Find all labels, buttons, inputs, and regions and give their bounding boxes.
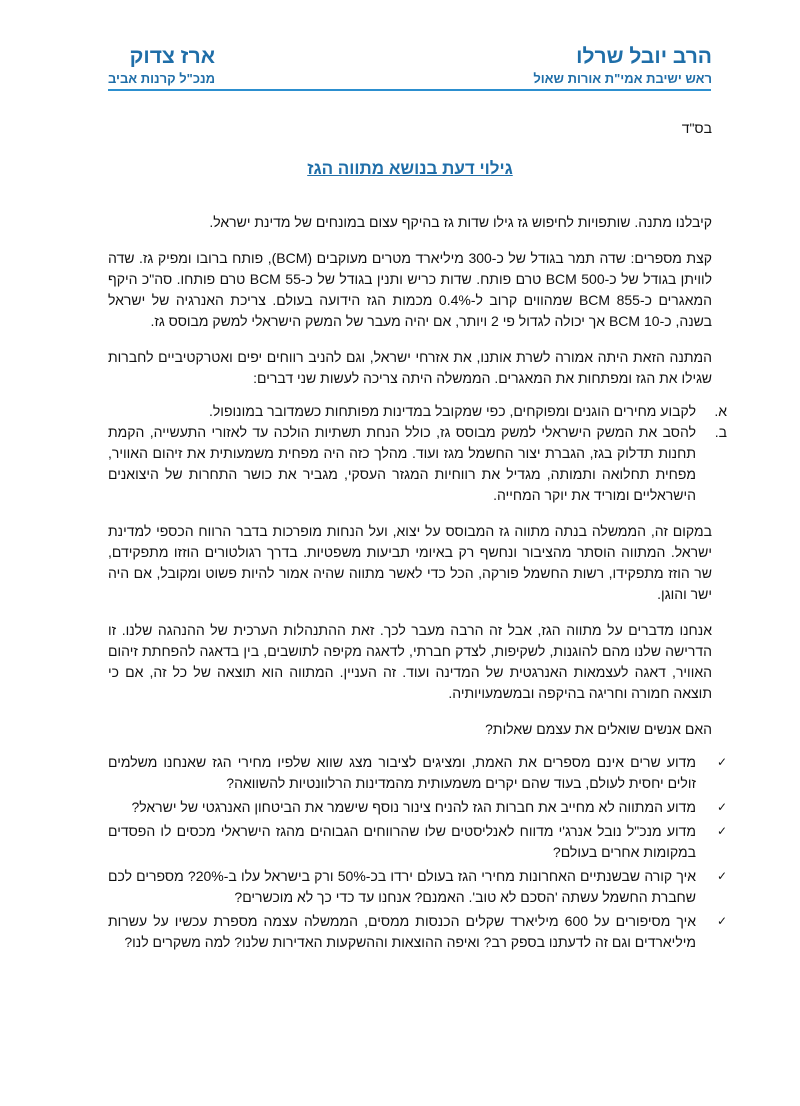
values-paragraph: אנחנו מדברים על מתווה הגז, אבל זה הרבה מעבר לכך. זאת ההתנהלות הערכית של ההנהגה שלנו. זו הדרישה שלנו מהם להוגנות, לשקיפות, לצדק חברתי, לדאגה מקיפה לתושבים, בין בדאגה להפחתת זיהום האוויר, דאגה לעצמאות האנרגטית של המדינה ועוד. זה העניין. המתווה הוא תוצאה של כל זה, אם כי תוצאה חמורה וחריגה בהיקפה ובמשמעויותיה. <box>108 622 712 701</box>
author-name-left: ארז צדוק <box>129 45 216 68</box>
question-item <box>108 797 727 818</box>
author-name-right: הרב יובל שרלו <box>576 45 712 68</box>
list-item-text: להסב את המשק הישראלי למשק מבוסס גז, כולל הנחת תשתיות הולכה עד לאזורי התעשייה, הקמת תחנות תדלוק בגז, הגברת יצור החשמל מגז ועוד. מהלך כזה היה מפחית משמעותית את זיהום האוויר, מפחית תחלואה ותמותה, מגדיל את רווחיות המגזר העסקי, מגביר את כושר התחרות של היצואנים הישראליים ומוריד את יוקר המחייה. <box>108 424 696 503</box>
question-item <box>108 911 727 953</box>
question-item <box>108 821 727 863</box>
checkmark-icon: ✓ <box>716 755 727 769</box>
question-text: מדוע המתווה לא מחייב את חברות הגז להניח צינור נוסף שישמר את הביטחון האנרגטי של ישראל? <box>131 799 696 815</box>
questions-intro: האם אנשים שואלים את עצמם שאלות? <box>485 721 712 737</box>
requirements-list <box>108 401 727 506</box>
questions-list <box>108 752 727 953</box>
numbers-paragraph: קצת מספרים: שדה תמר בגודל של כ-300 מיליארד מטרים מעוקבים (BCM), פותח ברובו ומפיק גז. שדה לוויתן בגודל של כ-500 BCM טרם פותח. שדות כריש ותנין בגודל של כ-55 BCM טרם פותחו. סה"כ היקף המאגרים כ-855 BCM שמהווים קרוב ל-0.4% מכמות הגז הידועה בעולם. צריכת האנרגיה של ישראל בשנה, כ-10 BCM אך יכולה לגדול פי 2 ויותר, אם יהיה מעבר של המשק הישראלי למשק מבוסס גז. <box>108 250 713 329</box>
instead-paragraph: במקום זה, הממשלה בנתה מתווה גז המבוסס על יצוא, ועל הנחות מופרכות בדבר הרווח הכספי למדינת ישראל. המתווה הוסתר מהציבור ונחשף רק באיומי תביעות משפטיות. בדרך רגולטורים הוזזו מתפקידם, שר הוזז מתפקידו, רשות החשמל פורקה, הכל כדי לאשר מתווה שהיה אמור להיות פשוט ומקובל, אם היה ישר והוגן. <box>108 523 712 602</box>
list-item <box>108 401 727 422</box>
header-divider <box>108 89 711 91</box>
question-text: מדוע מנכ"ל נובל אנרג'י מדווח לאנליסטים שלו שהרווחים הגבוהים מהגז הישראלי מכסים לו הפסדים במקומות אחרים בעולם? <box>108 823 696 860</box>
checkmark-icon: ✓ <box>716 800 727 814</box>
document-body <box>108 118 727 953</box>
question-text: איך קורה שבשנתיים האחרונות מחירי הגז בעולם ירדו בכ-50% ורק בישראל עלו ב-20%? מספרים לכם שחברת החשמל עשתה 'הסכם לא טוב'. האמנם? אנחנו עד כדי כך לא מוכשרים? <box>108 868 696 905</box>
question-text: מדוע שרים אינם מספרים את האמת, ומציגים לציבור מצג שווא שלפיו מחירי הגז שאנחנו משלמים זולים יחסית לעולם, בעוד שהם יקרים משמעותית מהמדינות הרלוונטיות להשוואה? <box>108 754 696 791</box>
list-item-text: לקבוע מחירים הוגנים ומפוקחים, כפי שמקובל במדינות מפותחות כשמדובר במונופול. <box>209 403 696 419</box>
checkmark-icon: ✓ <box>716 914 727 928</box>
header-left <box>108 44 215 88</box>
list-marker: א. <box>714 403 727 419</box>
list-item <box>108 422 727 506</box>
intro-paragraph: קיבלנו מתנה. שותפויות לחיפוש גז גילו שדות גז בהיקף עצום במונחים של מדינת ישראל. <box>209 214 712 230</box>
checkmark-icon: ✓ <box>716 869 727 883</box>
checkmark-icon: ✓ <box>716 824 727 838</box>
question-text: איך מסיפורים על 600 מיליארד שקלים הכנסות ממסים, הממשלה עצמה מספרת עכשיו על עשרות מיליארדים וגם זה לדעתנו בספק רב? ואיפה ההוצאות וההשקעות האדירות שלנו? למה משקרים לנו? <box>108 913 696 950</box>
purpose-paragraph: המתנה הזאת היתה אמורה לשרת אותנו, את אזרחי ישראל, וגם להניב רווחים יפים ואטרקטיביים לחברות שגילו את הגז ומפתחות את המאגרים. הממשלה היתה צריכה לעשות שני דברים: <box>108 349 712 386</box>
page-title: גילוי דעת בנושא מתווה הגז <box>307 159 513 178</box>
author-title-left: מנכ"ל קרנות אביב <box>108 71 216 86</box>
list-marker: ב. <box>714 424 727 440</box>
question-item <box>108 752 727 794</box>
author-title-right: ראש ישיבת אמי"ת אורות שאול <box>533 71 712 86</box>
bsd-mark: בס"ד <box>681 120 712 136</box>
question-item <box>108 866 727 908</box>
header-right <box>533 44 712 88</box>
